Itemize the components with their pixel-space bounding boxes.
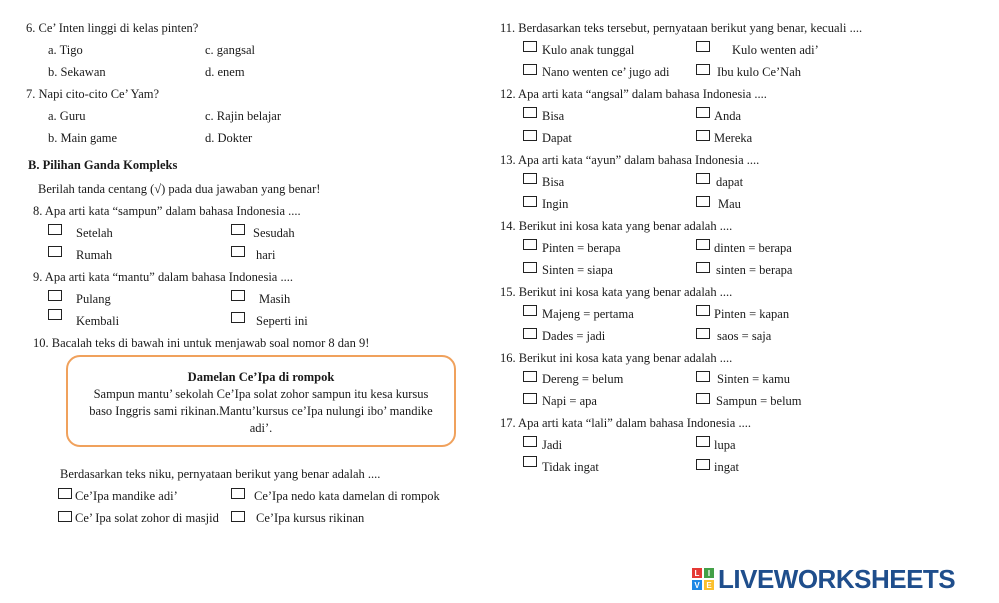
q12-checkbox-3[interactable] xyxy=(523,130,537,141)
q9-option-1: Pulang xyxy=(76,292,111,306)
q16-checkbox-1[interactable] xyxy=(523,371,537,382)
q8-option-4: hari xyxy=(256,248,276,262)
q9-checkbox-2[interactable] xyxy=(231,290,245,301)
q6-option-d[interactable]: d. enem xyxy=(205,65,245,79)
question-8: 8. Apa arti kata “sampun” dalam bahasa Indonesia .... xyxy=(33,204,301,218)
q16-option-4: Sampun = belum xyxy=(716,394,802,408)
q15-option-2: Pinten = kapan xyxy=(714,307,790,321)
q7-option-b[interactable]: b. Main game xyxy=(48,131,118,145)
q10b-option-4: Ce’Ipa kursus rikinan xyxy=(256,511,365,525)
q15-checkbox-3[interactable] xyxy=(523,328,537,339)
logo-letter-i: I xyxy=(704,568,714,578)
q8-checkbox-1[interactable] xyxy=(48,224,62,235)
q7-option-a[interactable]: a. Guru xyxy=(48,109,86,123)
q11-checkbox-3[interactable] xyxy=(523,64,537,75)
logo-letter-v: V xyxy=(692,580,702,590)
q10b-option-2: Ce’Ipa nedo kata damelan di rompok xyxy=(254,489,440,503)
q6-option-b[interactable]: b. Sekawan xyxy=(48,65,106,79)
q13-checkbox-2[interactable] xyxy=(696,173,710,184)
q12-checkbox-2[interactable] xyxy=(696,107,710,118)
q8-checkbox-2[interactable] xyxy=(231,224,245,235)
story-box xyxy=(66,355,456,447)
q13-checkbox-3[interactable] xyxy=(523,196,537,207)
q9-option-3: Kembali xyxy=(76,314,120,328)
q8-checkbox-4[interactable] xyxy=(231,246,245,257)
q15-checkbox-1[interactable] xyxy=(523,305,537,316)
q11-checkbox-4[interactable] xyxy=(696,64,710,75)
q17-option-4: ingat xyxy=(714,460,739,474)
section-b-title: B. Pilihan Ganda Kompleks xyxy=(28,158,178,172)
q8-option-3: Rumah xyxy=(76,248,113,262)
q8-checkbox-3[interactable] xyxy=(48,246,62,257)
q13-option-4: Mau xyxy=(718,197,741,211)
q14-checkbox-1[interactable] xyxy=(523,239,537,250)
q10b-checkbox-4[interactable] xyxy=(231,511,245,522)
q13-option-1: Bisa xyxy=(542,175,565,189)
q17-option-3: Tidak ingat xyxy=(542,460,599,474)
question-14: 14. Berikut ini kosa kata yang benar adalah .... xyxy=(500,219,733,233)
section-b-instruction: Berilah tanda centang (√) pada dua jawaban yang benar! xyxy=(38,182,321,196)
q15-checkbox-2[interactable] xyxy=(696,305,710,316)
q17-checkbox-2[interactable] xyxy=(696,436,710,447)
question-13: 13. Apa arti kata “ayun” dalam bahasa Indonesia .... xyxy=(500,153,760,167)
q16-checkbox-2[interactable] xyxy=(696,371,710,382)
q16-checkbox-4[interactable] xyxy=(696,393,710,404)
q14-checkbox-3[interactable] xyxy=(523,262,537,273)
story-body: Sampun mantu’ sekolah Ce’Ipa solat zohor sampun itu kesa kursus baso Inggris sami rikinan.Mantu’kursus ce’Ipa nulungi ibo’ mandike adi’. xyxy=(89,387,433,435)
question-10: 10. Bacalah teks di bawah ini untuk menjawab soal nomor 8 dan 9! xyxy=(33,336,370,350)
question-6: 6. Ce’ Inten linggi di kelas pinten? xyxy=(26,21,199,35)
q11-option-3: Nano wenten ce’ jugo adi xyxy=(542,65,670,79)
q11-checkbox-1[interactable] xyxy=(523,41,537,52)
q6-option-c[interactable]: c. gangsal xyxy=(205,43,255,57)
q13-checkbox-4[interactable] xyxy=(696,196,710,207)
q12-option-2: Anda xyxy=(714,109,742,123)
logo-letter-e: E xyxy=(704,580,714,590)
q17-checkbox-3[interactable] xyxy=(523,456,537,467)
question-12: 12. Apa arti kata “angsal” dalam bahasa Indonesia .... xyxy=(500,87,767,101)
q16-option-3: Napi = apa xyxy=(542,394,597,408)
q12-option-4: Mereka xyxy=(714,131,753,145)
q9-checkbox-3[interactable] xyxy=(48,309,62,320)
story-title: Damelan Ce’Ipa di rompok xyxy=(187,370,335,384)
question-17: 17. Apa arti kata “lali” dalam bahasa Indonesia .... xyxy=(500,416,751,430)
question-10b: Berdasarkan teks niku, pernyataan berikut yang benar adalah .... xyxy=(60,467,381,481)
q7-option-c[interactable]: c. Rajin belajar xyxy=(205,109,282,123)
q14-checkbox-2[interactable] xyxy=(696,239,710,250)
q17-checkbox-4[interactable] xyxy=(696,459,710,470)
q9-checkbox-4[interactable] xyxy=(231,312,245,323)
q9-option-2: Masih xyxy=(259,292,291,306)
q12-checkbox-4[interactable] xyxy=(696,130,710,141)
q14-option-2: dinten = berapa xyxy=(714,241,792,255)
question-16: 16. Berikut ini kosa kata yang benar adalah .... xyxy=(500,351,733,365)
q14-checkbox-4[interactable] xyxy=(696,262,710,273)
q12-option-1: Bisa xyxy=(542,109,565,123)
q13-option-2: dapat xyxy=(716,175,744,189)
q17-checkbox-1[interactable] xyxy=(523,436,537,447)
q7-option-d[interactable]: d. Dokter xyxy=(205,131,253,145)
q11-option-2: Kulo wenten adi’ xyxy=(732,43,819,57)
q16-option-1: Dereng = belum xyxy=(542,372,624,386)
q17-option-1: Jadi xyxy=(542,438,563,452)
logo-text: LIVEWORKSHEETS xyxy=(718,563,956,594)
logo-grid-icon xyxy=(692,568,714,590)
q8-option-1: Setelah xyxy=(76,226,113,240)
q10b-checkbox-3[interactable] xyxy=(58,511,72,522)
q17-option-2: lupa xyxy=(714,438,736,452)
q6-option-a[interactable]: a. Tigo xyxy=(48,43,83,57)
q12-option-3: Dapat xyxy=(542,131,572,145)
q8-option-2: Sesudah xyxy=(253,226,295,240)
question-11: 11. Berdasarkan teks tersebut, pernyataan berikut yang benar, kecuali .... xyxy=(500,21,863,35)
question-9: 9. Apa arti kata “mantu” dalam bahasa Indonesia .... xyxy=(33,270,293,284)
q14-option-3: Sinten = siapa xyxy=(542,263,613,277)
q15-option-4: saos = saja xyxy=(717,329,772,343)
q10b-option-1: Ce’Ipa mandike adi’ xyxy=(75,489,178,503)
q9-checkbox-1[interactable] xyxy=(48,290,62,301)
q15-option-1: Majeng = pertama xyxy=(542,307,634,321)
liveworksheets-logo xyxy=(692,563,955,595)
q15-checkbox-4[interactable] xyxy=(696,328,710,339)
question-15: 15. Berikut ini kosa kata yang benar adalah .... xyxy=(500,285,733,299)
q15-option-3: Dades = jadi xyxy=(542,329,606,343)
q13-option-3: Ingin xyxy=(542,197,569,211)
q14-option-4: sinten = berapa xyxy=(716,263,793,277)
q10b-option-3: Ce’ Ipa solat zohor di masjid xyxy=(75,511,219,525)
logo-letter-l: L xyxy=(692,568,702,578)
q13-checkbox-1[interactable] xyxy=(523,173,537,184)
q9-option-4: Seperti ini xyxy=(256,314,308,328)
q16-checkbox-3[interactable] xyxy=(523,393,537,404)
q16-option-2: Sinten = kamu xyxy=(717,372,791,386)
q10b-checkbox-1[interactable] xyxy=(58,488,72,499)
q11-option-4: Ibu kulo Ce’Nah xyxy=(717,65,802,79)
question-7: 7. Napi cito-cito Ce’ Yam? xyxy=(26,87,160,101)
q11-checkbox-2[interactable] xyxy=(696,41,710,52)
q10b-checkbox-2[interactable] xyxy=(231,488,245,499)
q12-checkbox-1[interactable] xyxy=(523,107,537,118)
q11-option-1: Kulo anak tunggal xyxy=(542,43,635,57)
q14-option-1: Pinten = berapa xyxy=(542,241,621,255)
